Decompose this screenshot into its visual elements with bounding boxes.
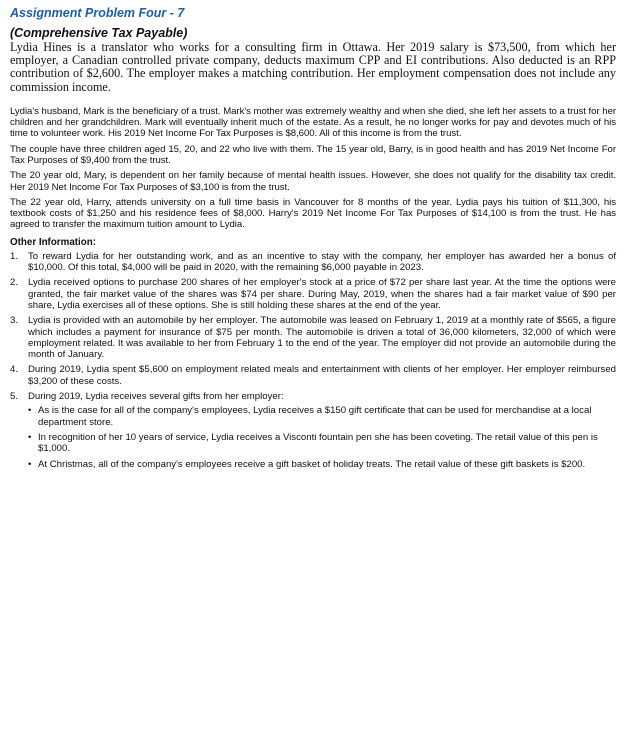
list-item <box>10 251 616 274</box>
paragraph-mary: The 20 year old, Mary, is dependent on her family because of mental health issues. However, she does not qualify for the disability tax credit. Her 2019 Net Income For Tax Purposes of $3,100 is from the trust. <box>10 170 616 193</box>
gift-text: In recognition of her 10 years of service, Lydia receives a Visconti fountain pen she has been coveting. The retail value of this pen is $1,000. <box>38 431 598 455</box>
list-number: 2. <box>10 277 19 289</box>
gift-item <box>28 405 616 428</box>
list-text: During 2019, Lydia receives several gifts from her employer: <box>28 391 284 403</box>
list-item <box>10 364 616 387</box>
intro-paragraph: Lydia Hines is a translator who works for a consulting firm in Ottawa. Her 2019 salary is $73,500, from which her employer, a Canadian controlled private company, deducts maximum CPP and EI contributions. Also deducted is an RPP contribution of $2,600. The employer makes a matching contribution. Her employment compensation does not include any commission income. <box>10 40 616 94</box>
other-information-heading: Other Information: <box>10 236 96 248</box>
spacer <box>10 94 616 106</box>
gift-text: At Christmas, all of the company's employees receive a gift basket of holiday treats. The retail value of these gift baskets is $200. <box>38 458 586 470</box>
bullet-icon: • <box>28 458 32 470</box>
gift-list <box>28 405 616 469</box>
problem-subtitle: (Comprehensive Tax Payable) <box>10 26 188 40</box>
list-item <box>10 391 616 470</box>
bullet-icon: • <box>28 405 32 417</box>
list-text: Lydia is provided with an automobile by her employer. The automobile was leased on February 1, 2019 at a monthly rate of $565, a figure which includes a payment for insurance of $75 per month. The automobile is driven a total of 36,000 kilometers, 32,000 of which were employment related. It was available to her from February 1 to the end of the year. The employer did not provide an automobile during the month of January. <box>28 315 616 361</box>
list-item <box>10 315 616 360</box>
gift-text: As is the case for all of the company's employees, Lydia receives a $150 gift certificate that can be used for merchandise at a local department store. <box>38 405 592 428</box>
list-text: Lydia received options to purchase 200 shares of her employer's stock at a price of $72 per share last year. At the time the options were granted, the fair market value of the shares was $74 per share. During May, 2019, when the shares had a fair market value of $90 per share, Lydia exercises all of these options. She is still holding these shares at the end of the year. <box>28 277 616 311</box>
list-number: 5. <box>10 391 19 403</box>
gift-item <box>28 459 616 470</box>
list-number: 4. <box>10 364 19 376</box>
list-number: 3. <box>10 315 19 327</box>
paragraph-harry: The 22 year old, Harry, attends university on a full time basis in Vancouver for 8 months of the year. Lydia pays his tuition of $11,300, his textbook costs of $1,250 and his residence fees of $8,000. Harry's 2019 Net Income For Tax Purposes of $14,100 is from the trust. He has agreed to transfer the maximum tuition amount to Lydia. <box>10 196 616 231</box>
bullet-icon: • <box>28 431 32 443</box>
list-number: 1. <box>10 250 19 262</box>
document-page <box>10 6 616 474</box>
list-text: To reward Lydia for her outstanding work, and as an incentive to stay with the company, her employer has awarded her a bonus of $10,000. Of this total, $4,000 will be paid in 2020, with the remaining $6,000 payable in 2023. <box>28 250 616 274</box>
list-text: During 2019, Lydia spent $5,600 on employment related meals and entertainment with clients of her employer. Her employer reimbursed $3,200 of these costs. <box>28 364 616 387</box>
paragraph-mark: Lydia's husband, Mark is the beneficiary of a trust. Mark's mother was extremely wealthy and when she died, she left her assets to a trust for her children and her grandchildren. Mark will eventually inherit much of the estate. As a result, he no longer works for pay and devotes much of his time to volunteer work. His 2019 Net Income For Tax Purposes is $8,600. All of this income is from the trust. <box>10 105 616 140</box>
gift-item <box>28 432 616 455</box>
paragraph-children: The couple have three children aged 15, 20, and 22 who live with them. The 15 year old, Barry, is in good health and has 2019 Net Income For Tax Purposes of $9,400 from the trust. <box>10 143 616 166</box>
other-information-list <box>10 251 616 470</box>
problem-title: Assignment Problem Four - 7 <box>10 6 185 20</box>
list-item <box>10 277 616 311</box>
